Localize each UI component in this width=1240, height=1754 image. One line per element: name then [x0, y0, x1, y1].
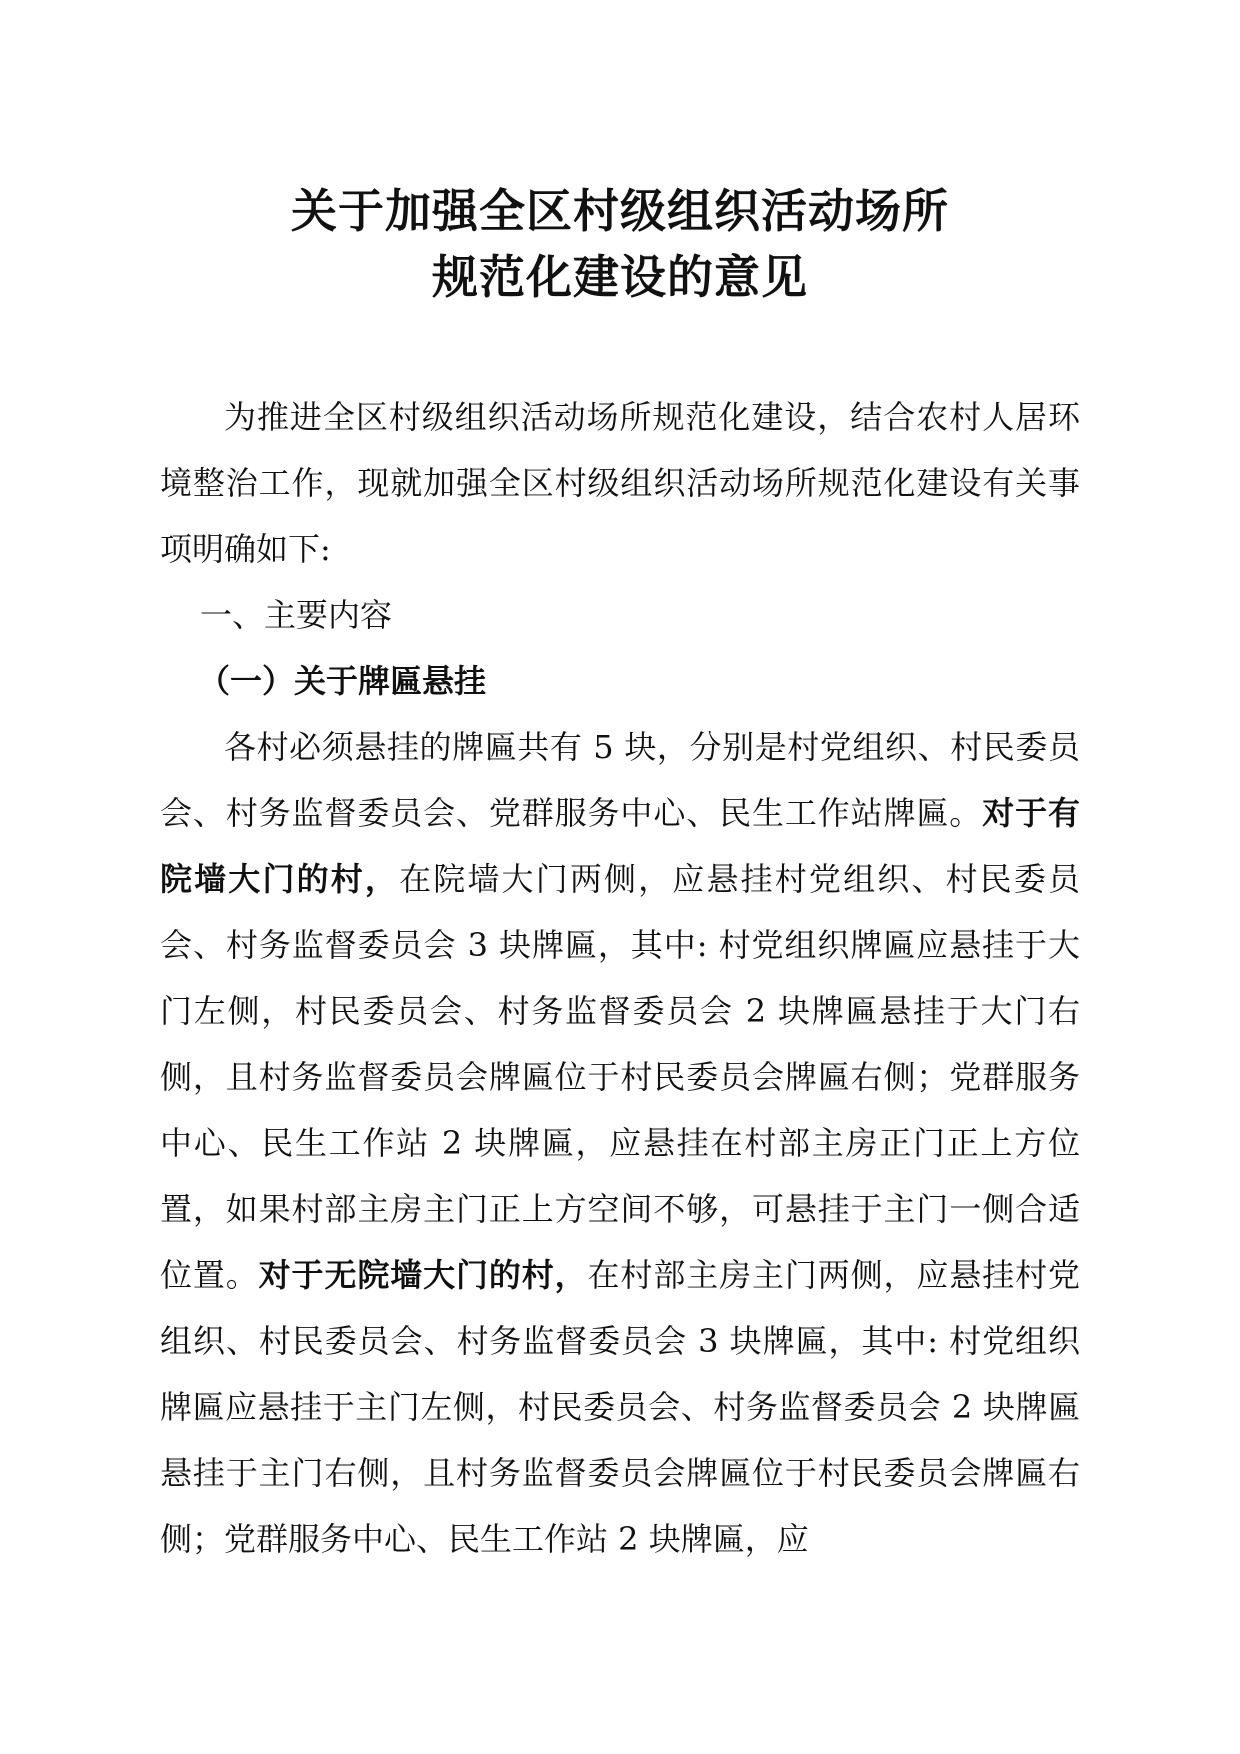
plaque-bold-without-gate: 对于无院墙大门的村，: [258, 1256, 588, 1294]
intro-paragraph: 为推进全区村级组织活动场所规范化建设，结合农村人居环境整治工作，现就加强全区村级组织活动场所规范化建设有关事项明确如下:: [160, 398, 1080, 568]
title-line-1: 关于加强全区村级组织活动场所: [291, 184, 949, 238]
section-heading: 一、主要内容: [200, 596, 393, 634]
document-title: [0, 178, 1240, 310]
subsection-heading: （一）关于牌匾悬挂: [198, 662, 487, 700]
title-line-2: 规范化建设的意见: [432, 250, 808, 304]
plaque-text-3: 在村部主房主门两侧，应悬挂村党组织、村民委员会、村务监督委员会 3 块牌匾，其中: 村党组织牌匾应悬挂于主门左侧，村民委员会、村务监督委员会 2 块牌匾悬挂于主门右侧，且村务监督委员会牌匾位于村民委员会牌匾右侧；党群服务中心、民生工作站 2 块牌匾，应: [160, 1256, 1080, 1558]
plaque-text-2: 在院墙大门两侧，应悬挂村党组织、村民委员会、村务监督委员会 3 块牌匾，其中: 村党组织牌匾应悬挂于大门左侧，村民委员会、村务监督委员会 2 块牌匾悬挂于大门右侧，且村务监督委员会牌匾位于村民委员会牌匾右侧；党群服务中心、民生工作站 2 块牌匾，应悬挂在村部主房正门正上方位置，如果村部主房主门正上方空间不够，可悬挂于主门一侧合适位置。: [160, 860, 1080, 1294]
document-body: [160, 384, 1080, 1572]
plaque-text-1: 各村必须悬挂的牌匾共有 5 块，分别是村党组织、村民委员会、村务监督委员会、党群服务中心、民生工作站牌匾。: [160, 728, 1080, 832]
plaque-paragraph: [160, 714, 1080, 1572]
plaque-bold-with-gate: 对于有院墙大门的村，: [160, 794, 1080, 898]
